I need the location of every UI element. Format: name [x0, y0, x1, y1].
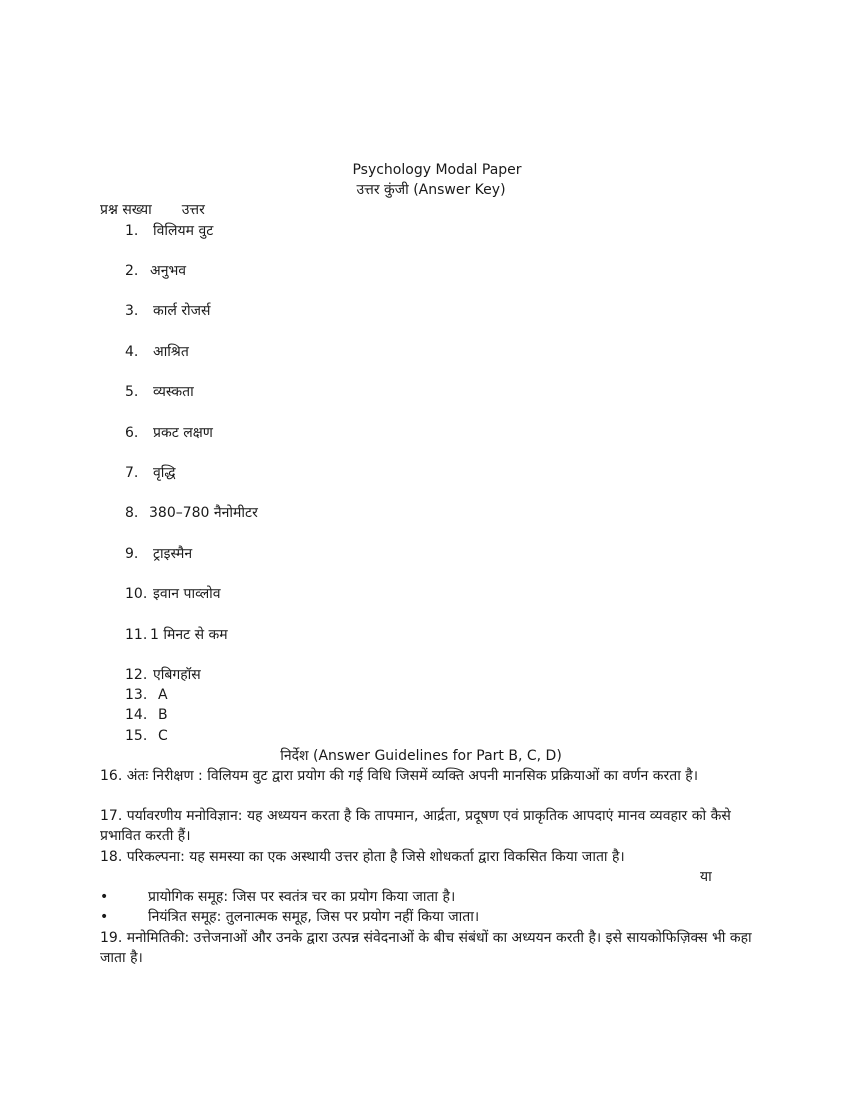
answer-table-header	[100, 200, 205, 220]
answer-text: आश्रित	[153, 344, 189, 360]
answer-key-subtitle: उत्तर कुंजी (Answer Key)	[356, 182, 506, 198]
answer-item	[125, 423, 213, 443]
answer-number: 3.	[125, 303, 139, 319]
answer-item	[125, 544, 192, 564]
answer-text: B	[158, 707, 168, 723]
answer-item	[125, 261, 186, 281]
answer-item	[125, 726, 168, 746]
answer-item	[125, 705, 168, 725]
answer-item	[125, 301, 211, 321]
answer-number: 6.	[125, 425, 139, 441]
answer-text: इवान पाव्लोव	[153, 586, 221, 602]
answer-item	[125, 584, 221, 604]
answer-item	[125, 503, 258, 523]
answer-text: एबिगहॉस	[153, 667, 201, 683]
answer-text: अनुभव	[150, 263, 187, 279]
answer-item	[125, 463, 176, 483]
answer-17-paragraph: 17. पर्यावरणीय मनोविज्ञान: यह अध्ययन करता है कि तापमान, आर्द्रता, प्रदूषण एवं प्राकृतिक आपदाएं मानव व्यवहार को कैसे प्रभावित करती हैं।	[100, 808, 731, 844]
answer-text: वृद्धि	[153, 465, 176, 481]
bullet-icon: •	[100, 889, 109, 905]
answer-text: ट्राइस्मैन	[153, 546, 193, 562]
paper-title: Psychology Modal Paper	[352, 162, 522, 178]
answer-number: 5.	[125, 384, 139, 400]
answer-text: विलियम वुट	[153, 223, 214, 239]
answer-number: 10.	[125, 586, 148, 602]
answer-number: 2.	[125, 263, 139, 279]
answer-header: उत्तर	[181, 202, 205, 218]
answer-text: 1 मिनट से कम	[150, 627, 228, 643]
answer-text: प्रकट लक्षण	[153, 425, 213, 441]
answer-item	[125, 382, 194, 402]
answer-number: 9.	[125, 546, 139, 562]
bullet-item-experimental-group	[100, 887, 455, 907]
answer-text: C	[158, 728, 168, 744]
bullet-icon: •	[100, 909, 109, 925]
answer-19-paragraph: 19. मनोमितिकी: उत्तेजनाओं और उनके द्वारा उत्पन्न संवेदनाओं के बीच संबंधों का अध्ययन करती है। इसे सायकोफिज़िक्स भी कहा जाता है।	[100, 930, 752, 966]
answer-item	[125, 685, 168, 705]
bullet-text: नियंत्रित समूह: तुलनात्मक समूह, जिस पर प्रयोग नहीं किया जाता।	[148, 909, 480, 925]
bullet-text: प्रायोगिक समूह: जिस पर स्वतंत्र चर का प्रयोग किया जाता है।	[148, 889, 456, 905]
answer-item	[125, 665, 201, 685]
answer-item	[125, 342, 189, 362]
answer-number: 4.	[125, 344, 139, 360]
answer-text: कार्ल रोजर्स	[153, 303, 211, 319]
answer-number: 7.	[125, 465, 139, 481]
answer-number: 11.	[125, 627, 148, 643]
answer-number: 1.	[125, 223, 139, 239]
answer-number: 14.	[125, 707, 148, 723]
question-number-header: प्रश्न सख्या	[100, 202, 152, 218]
answer-number: 13.	[125, 687, 148, 703]
answer-text: 380–780 नैनोमीटर	[149, 505, 258, 521]
answer-text: व्यस्कता	[153, 384, 194, 400]
answer-text: A	[158, 687, 168, 703]
answer-number: 12.	[125, 667, 148, 683]
answer-18-paragraph: 18. परिकल्पना: यह समस्या का एक अस्थायी उत्तर होता है जिसे शोधकर्ता द्वारा विकसित किया जाता है।	[100, 849, 625, 865]
answer-16-paragraph: 16. अंतः निरीक्षण : विलियम वुट द्वारा प्रयोग की गई विधि जिसमें व्यक्ति अपनी मानसिक प्रक्रियाओं का वर्णन करता है।	[100, 768, 699, 784]
or-text: या	[700, 869, 712, 885]
answer-item	[125, 625, 228, 645]
answer-number: 15.	[125, 728, 148, 744]
bullet-item-control-group	[100, 907, 479, 927]
answer-item	[125, 221, 213, 241]
guidelines-heading: निर्देश (Answer Guidelines for Part B, C, D)	[280, 748, 562, 764]
answer-number: 8.	[125, 505, 139, 521]
